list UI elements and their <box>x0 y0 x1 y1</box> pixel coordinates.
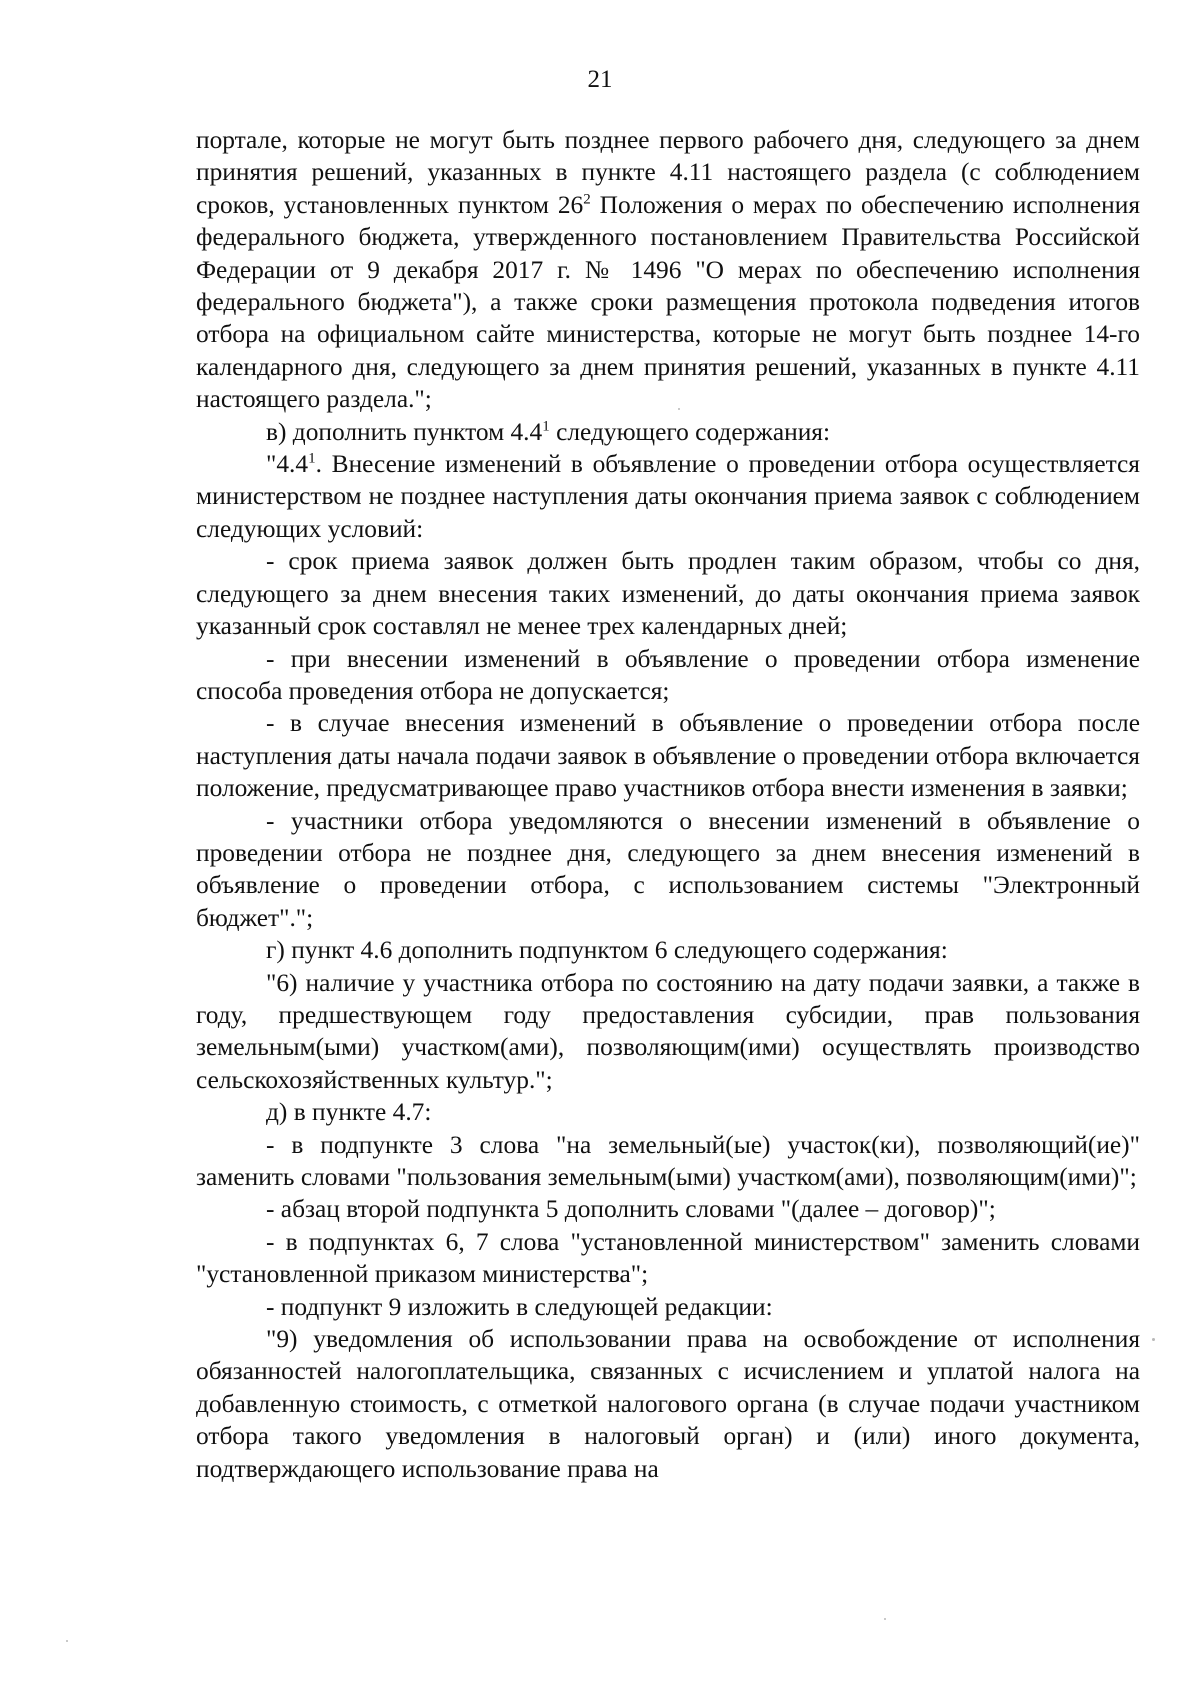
scan-speck <box>884 1618 886 1620</box>
paragraph-text: Положения о мерах по обеспечению исполнения федерального бюджета, утвержденного постановлением Правительства Российской Федерации от 9 декабря 2017 г. № 1496 "О мерах по обеспечению исполнения федерального бюджета"), а также сроки размещения протокола подведения итогов отбора на официальном сайте министерства, которые не могут быть позднее 14-го календарного дня, следующего за днем принятия решений, указанных в пункте 4.11 настоящего раздела."; <box>196 190 1140 414</box>
page-number: 21 <box>587 66 613 93</box>
paragraph <box>196 707 1140 804</box>
paragraph <box>196 545 1140 642</box>
paragraph <box>196 967 1140 1097</box>
paragraph <box>196 1193 1140 1225</box>
paragraph <box>196 1226 1140 1291</box>
superscript: 2 <box>583 191 591 208</box>
paragraph-text: в) дополнить пунктом 4.4 <box>266 417 543 446</box>
paragraph <box>196 643 1140 708</box>
paragraph-text: д) в пункте 4.7: <box>266 1098 432 1127</box>
paragraph-text: . Внесение изменений в объявление о проведении отбора осуществляется министерством не позднее наступления даты окончания приема заявок с соблюдением следующих условий: <box>196 450 1140 543</box>
paragraph-text: "4.4 <box>266 450 309 479</box>
paragraph <box>196 805 1140 935</box>
paragraph-text: - в подпунктах 6, 7 слова "установленной министерством" заменить словами "установленной приказом министерства"; <box>196 1227 1140 1289</box>
paragraph-text: - срок приема заявок должен быть продлен таким образом, чтобы со дня, следующего за днем внесения таких изменений, до даты окончания приема заявок указанный срок составлял не менее трех календарных дней; <box>196 547 1140 641</box>
superscript: 1 <box>308 450 316 467</box>
paragraph-text: порталe, которые не могут быть позднее первого рабочего дня, следующего за днем принятия решений, указанных в пункте 4.11 настоящего раздела (с соблюдением сроков, установленных пунктом 26 <box>196 126 1140 219</box>
paragraph <box>196 448 1140 545</box>
paragraph-text: следующего содержания: <box>549 417 831 446</box>
paragraph <box>196 416 1140 448</box>
paragraph-text: - в случае внесения изменений в объявление о проведении отбора после наступления даты начала подачи заявок в объявление о проведении отбора включается положение, предусматривающее право участников отбора внести изменения в заявки; <box>196 709 1140 803</box>
paragraph-text: г) пункт 4.6 дополнить подпунктом 6 следующего содержания: <box>266 936 948 965</box>
paragraph-text: "9) уведомления об использовании права на освобождение от исполнения обязанностей налогоплательщика, связанных с исчислением и уплатой налога на добавленную стоимость, с отметкой налогового органа (в случае подачи участником отбора такого уведомления в налоговый орган) и (или) иного документа, подтверждающего использование права на <box>196 1325 1140 1483</box>
paragraph <box>196 1129 1140 1194</box>
document-body <box>196 124 1140 1485</box>
paragraph <box>196 1323 1140 1485</box>
paragraph-text: "6) наличие у участника отбора по состоянию на дату подачи заявки, а также в году, предшествующем году предоставления субсидии, прав пользования земельным(ыми) участком(ами), позволяющим(ими) осуществлять производство сельскохозяйственных культур."; <box>196 968 1140 1094</box>
superscript: 1 <box>542 418 550 435</box>
paragraph-text: - участники отбора уведомляются о внесении изменений в объявление о проведении отбора не позднее дня, следующего за днем внесения изменений в объявление о проведении отбора, с использованием системы "Электронный бюджет"."; <box>196 806 1140 932</box>
paragraph <box>196 1291 1140 1323</box>
scan-speck <box>66 1640 68 1642</box>
paragraph-text: - подпункт 9 изложить в следующей редакции: <box>266 1292 773 1321</box>
paragraph-text: - в подпункте 3 слова "на земельный(ые) участок(ки), позволяющий(ие)" заменить словами "пользования земельным(ыми) участком(ами), позволяющим(ими)"; <box>196 1130 1140 1191</box>
scan-speck <box>1152 1338 1155 1341</box>
scan-speck <box>678 408 680 410</box>
paragraph <box>196 1096 1140 1128</box>
paragraph <box>196 124 1140 416</box>
paragraph-text: - при внесении изменений в объявление о проведении отбора изменение способа проведения отбора не допускается; <box>196 644 1140 705</box>
paragraph <box>196 934 1140 966</box>
paragraph-text: - абзац второй подпункта 5 дополнить словами "(далее – договор)"; <box>266 1195 996 1224</box>
